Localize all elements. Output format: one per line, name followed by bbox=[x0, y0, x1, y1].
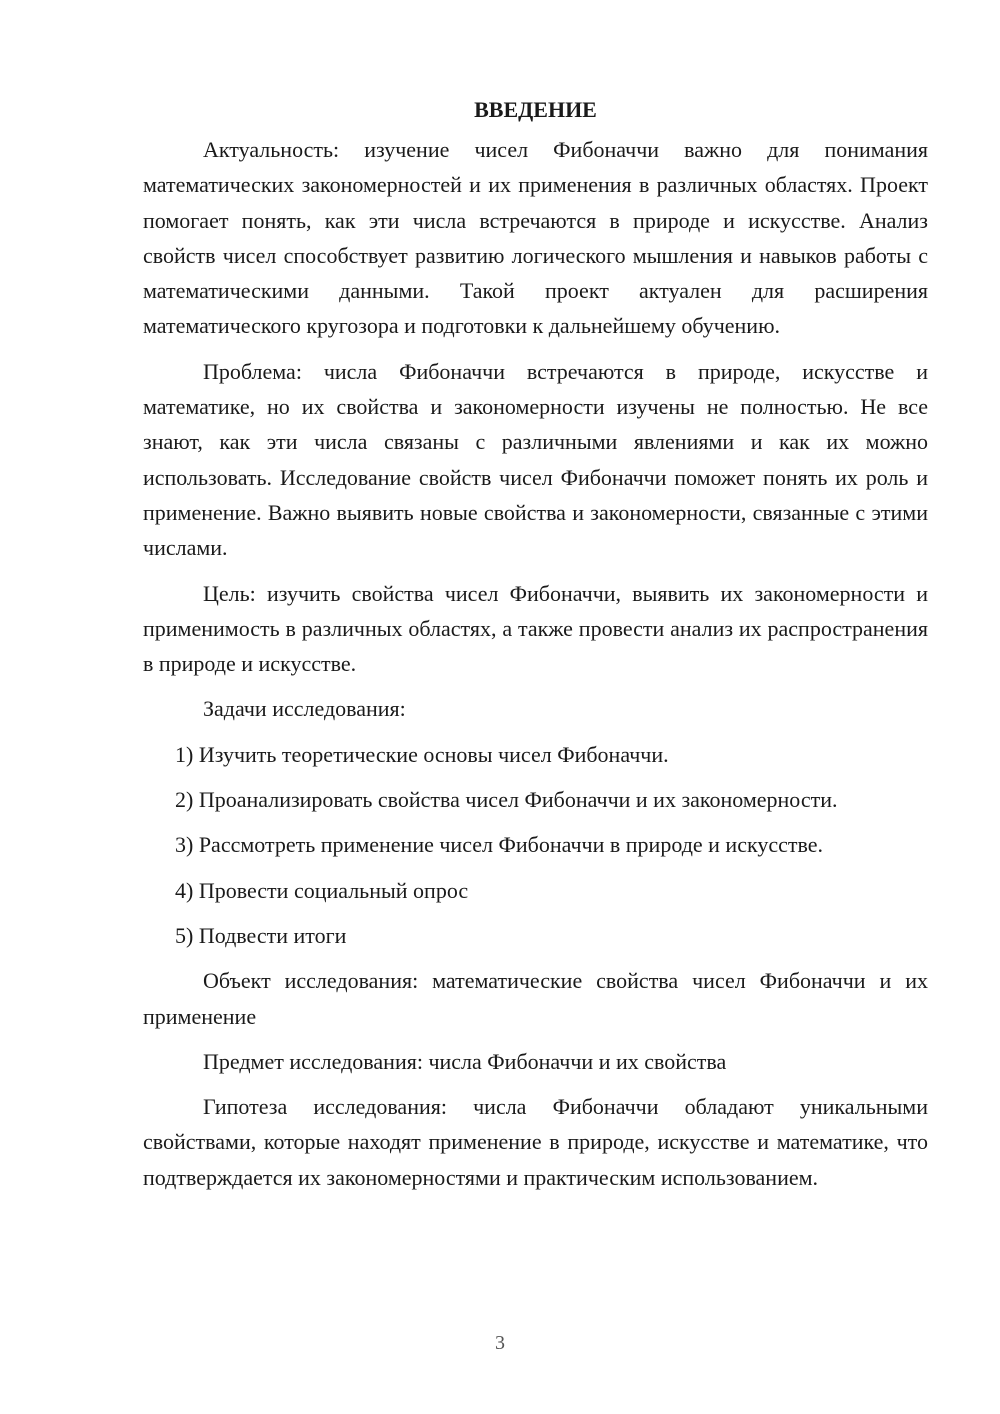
task-item-2: 2) Проанализировать свойства чисел Фибоначчи и их закономерности. bbox=[175, 787, 838, 813]
page-number: 3 bbox=[495, 1332, 505, 1354]
paragraph-goal: Цель: изучить свойства чисел Фибоначчи, выявить их закономерности и применимость в различных областях, а также провести анализ их распространения в природе и искусстве. bbox=[143, 580, 928, 677]
paragraph-hypothesis: Гипотеза исследования: числа Фибоначчи обладают уникальными свойствами, которые находят применение в природе, искусстве и математике, что подтверждается их закономерностями и практическим использованием. bbox=[143, 1094, 928, 1190]
task-item-4: 4) Провести социальный опрос bbox=[175, 877, 469, 903]
task-item-1: 1) Изучить теоретические основы чисел Фибоначчи. bbox=[175, 741, 669, 767]
paragraph-tasks-heading: Задачи исследования: bbox=[203, 696, 406, 722]
paragraph-subject: Предмет исследования: числа Фибоначчи и их свойства bbox=[203, 1048, 727, 1074]
paragraph-problem: Проблема: числа Фибоначчи встречаются в природе, искусстве и математике, но их свойства и закономерности изучены не полностью. Не все знают, как эти числа связаны с различными явлениями и как их можно использовать. Исследование свойств чисел Фибоначчи поможет понять их роль и применение. Важно выявить новые свойства и закономерности, связанные с этими числами. bbox=[143, 358, 928, 561]
paragraph-object: Объект исследования: математические свойства чисел Фибоначчи и их применение bbox=[143, 968, 928, 1029]
section-title: ВВЕДЕНИЕ bbox=[474, 97, 597, 122]
task-item-3: 3) Рассмотреть применение чисел Фибоначчи в природе и искусстве. bbox=[175, 832, 824, 858]
paragraph-relevance: Актуальность: изучение чисел Фибоначчи важно для понимания математических закономерностей и их применения в различных областях. Проект помогает понять, как эти числа встречаются в природе и искусстве. Анализ свойств чисел способствует развитию логического мышления и навыков работы с математическими данными. Такой проект актуален для расширения математического кругозора и подготовки к дальнейшему обучению. bbox=[143, 137, 928, 339]
task-item-5: 5) Подвести итоги bbox=[175, 922, 347, 948]
document-page bbox=[143, 92, 928, 1205]
